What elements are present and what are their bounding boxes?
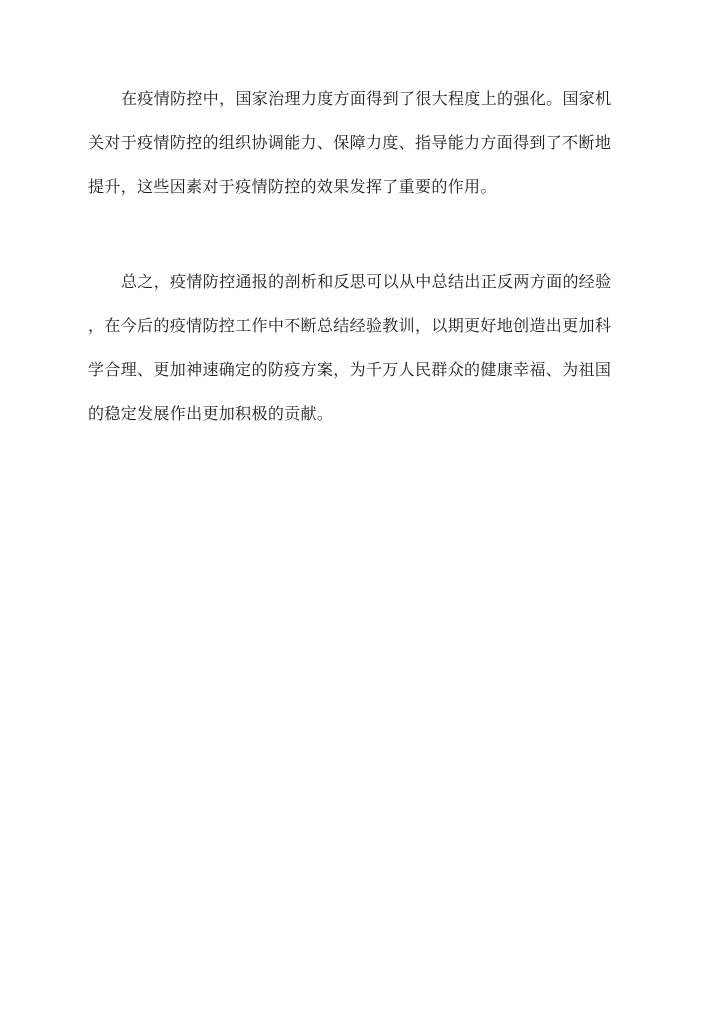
paragraph-1-line-2: 关对于疫情防控的组织协调能力、保障力度、指导能力方面得到了不断地 (88, 133, 612, 152)
paragraph-1-line-3: 提升，这些因素对于疫情防控的效果发挥了重要的作用。 (88, 177, 497, 196)
paragraph-1-line-1: 在疫情防控中，国家治理力度方面得到了很大程度上的强化。国家机 (121, 89, 612, 108)
paragraph-2-line-3: 学合理、更加神速确定的防疫方案，为千万人民群众的健康幸福、为祖国 (88, 360, 612, 379)
paragraph-2-line-1: 总之，疫情防控通报的剖析和反思可以从中总结出正反两方面的经验 (121, 272, 612, 291)
paragraph-2-line-2: ，在今后的疫情防控工作中不断总结经验教训，以期更好地创造出更加科 (88, 316, 612, 335)
paragraph-2-line-4: 的稳定发展作出更加积极的贡献。 (88, 404, 334, 423)
